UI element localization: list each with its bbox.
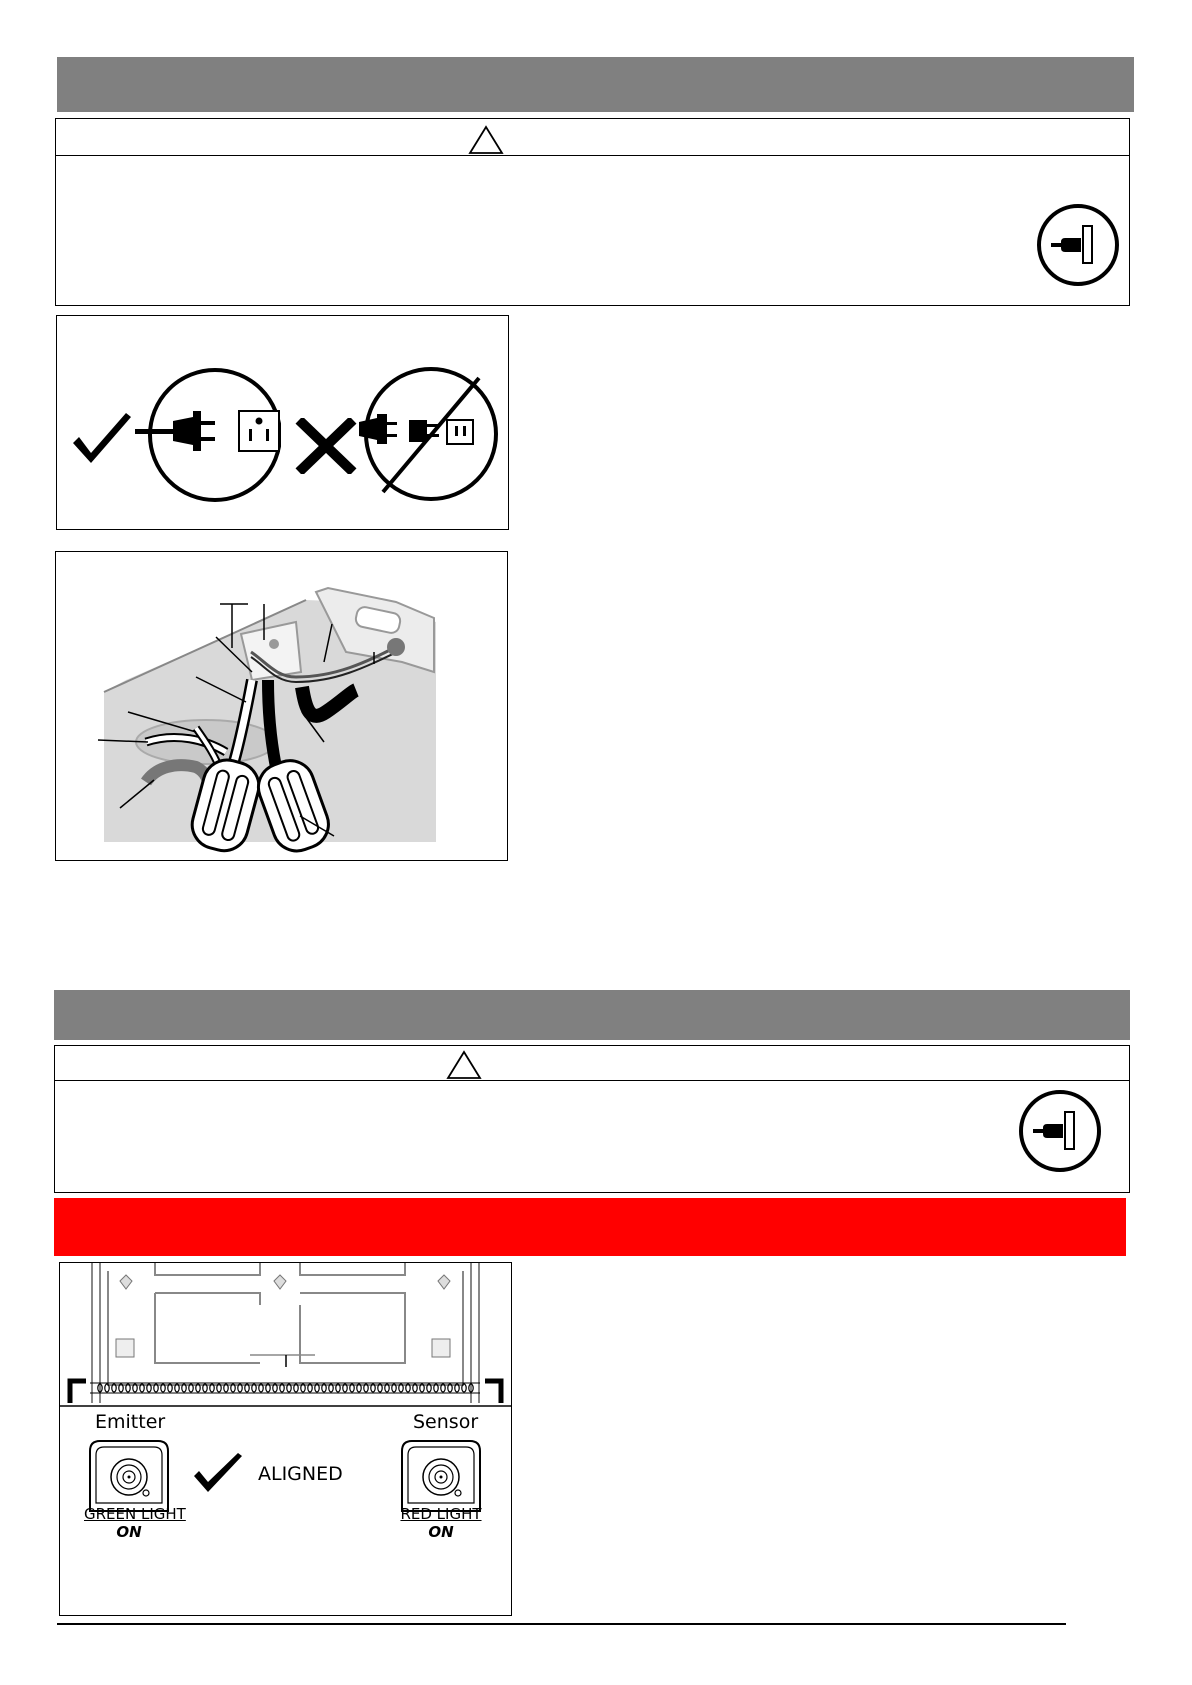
warning-title-row [56, 119, 1129, 156]
warning-box-2 [54, 1045, 1130, 1193]
section-header-bar-2 [54, 990, 1130, 1040]
footer-rule [57, 1623, 1066, 1625]
sensor-label: Sensor [413, 1411, 479, 1433]
checkmark-icon [192, 1452, 244, 1496]
x-mark-icon [293, 418, 359, 474]
checkmark-icon [69, 411, 135, 471]
door-seal-fringe [96, 1378, 476, 1398]
sensor-figure [59, 1262, 512, 1616]
unplug-icon [1017, 1088, 1103, 1174]
sensor-state-label: ON [428, 1523, 454, 1541]
wiring-figure [55, 551, 508, 861]
section-header-bar [57, 57, 1134, 112]
unplug-icon [1035, 202, 1121, 288]
warning-triangle-icon [446, 1050, 482, 1080]
warning-title-row-2 [55, 1046, 1129, 1081]
wiring-illustration [56, 552, 507, 860]
incorrect-adapter-icon [355, 360, 505, 504]
emitter-light-label: GREEN LIGHT [84, 1505, 186, 1523]
emitter-label: Emitter [95, 1411, 166, 1433]
correct-plug-outlet-icon [135, 363, 281, 507]
aligned-label: ALIGNED [258, 1463, 343, 1485]
emitter-state-label: ON [116, 1523, 142, 1541]
alert-bar [54, 1198, 1126, 1256]
warning-triangle-icon [468, 125, 504, 155]
sensor-light-label: RED LIGHT [400, 1505, 482, 1523]
outlet-figure [56, 315, 509, 530]
warning-box [55, 118, 1130, 306]
